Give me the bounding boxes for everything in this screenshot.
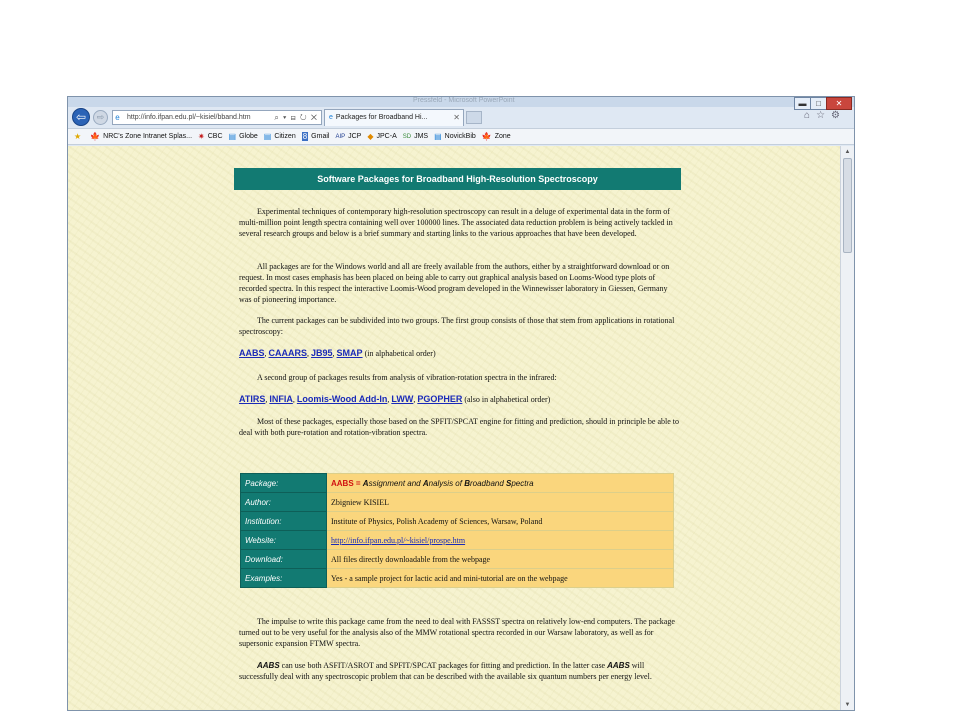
examples-value: Yes - a sample project for lactic acid and mini-tutorial are on the webpage [327, 569, 674, 588]
row-label: Examples: [241, 569, 327, 588]
browser-window [67, 96, 855, 711]
package-value: AABS = Assignment and Analysis of Broadband Spectra [327, 474, 674, 493]
maximize-button[interactable]: □ [810, 97, 827, 110]
package-acronym: AABS [331, 478, 354, 488]
fav-item-jpca[interactable]: ◆ JPC-A [367, 132, 397, 141]
link-infia[interactable]: INFIA [269, 394, 293, 404]
gmail-icon: 8 [302, 132, 308, 141]
intro-paragraph-5: Most of these packages, especially those based on the SPFIT/SPCAT engine for fitting and prediction, should in principle be able to deal with both pure-rotation and rotation-vibration spectra. [239, 417, 679, 437]
forward-arrow-icon: ⇨ [96, 112, 105, 122]
minimize-button[interactable]: ▬ [794, 97, 811, 110]
group1-links: AABS, CAAARS, JB95, SMAP (in alphabetical order) [239, 348, 436, 358]
favorites-star-icon[interactable]: ★ [74, 132, 82, 141]
institution-value: Institute of Physics, Polish Academy of Sciences, Warsaw, Poland [327, 512, 674, 531]
back-arrow-icon: ⇦ [75, 110, 87, 124]
maple-leaf-icon: 🍁 [481, 132, 492, 141]
acs-icon: ◆ [367, 132, 374, 141]
fav-item-globe[interactable]: ▤ Globe [228, 132, 258, 141]
page-icon: ▤ [434, 132, 442, 141]
page-header: Software Packages for Broadband High-Resolution Spectroscopy [234, 168, 681, 190]
table-row [241, 569, 674, 588]
row-label: Website: [241, 531, 327, 550]
forward-button[interactable] [93, 110, 108, 125]
row-label: Download: [241, 550, 327, 569]
aabs-acronym: AABS [257, 661, 280, 670]
fav-item-jms[interactable]: SD JMS [402, 133, 429, 140]
intro-paragraph-4: A second group of packages results from analysis of vibration-rotation spectra in the infrared: [257, 373, 557, 382]
body-paragraph-1: The impulse to write this package came from the need to deal with FASSST spectra on relatively low-end computers. The package turned out to be very useful for the analysis also of the MMW rotational spectra recorded in our Warsaw laboratory, as well as for supersonic expansion FTMW spectra. [239, 617, 675, 648]
author-value: Zbigniew KISIEL [327, 493, 674, 512]
gear-icon[interactable]: ⚙ [831, 110, 846, 121]
tab-title: Packages for Broadband Hi... [335, 114, 428, 121]
group2-note: (also in alphabetical order) [464, 395, 551, 404]
scroll-up-icon[interactable]: ▲ [844, 149, 851, 155]
tab-active[interactable] [324, 109, 464, 126]
page-icon: ▤ [228, 132, 237, 141]
link-aabs[interactable]: AABS [239, 348, 265, 358]
row-label: Author: [241, 493, 327, 512]
maple-leaf-icon: 🍁 [90, 132, 101, 141]
home-icon[interactable]: ⌂ [804, 110, 817, 121]
aip-icon: AIP [335, 133, 346, 140]
cbc-icon: ✷ [198, 132, 205, 141]
table-row [241, 531, 674, 550]
fav-item-gmail[interactable]: 8 Gmail [302, 132, 330, 141]
ie-page-icon: e [115, 113, 120, 122]
address-bar[interactable] [112, 110, 322, 125]
page-content [68, 146, 841, 711]
body-paragraph-2: AABS can use both ASFIT/ASROT and SPFIT/SPCAT packages for fitting and prediction. In the latter case AABS will successfully deal with any spectroscopic problem that can be described with the available six quantum numbers per energy level. [239, 661, 652, 681]
website-value [327, 531, 674, 550]
tab-close-icon[interactable]: ✕ [453, 113, 460, 122]
group2-links: ATIRS, INFIA, Loomis-Wood Add-In, LWW, PGOPHER (also in alphabetical order) [239, 394, 551, 404]
link-pgopher[interactable]: PGOPHER [417, 394, 463, 404]
sd-icon: SD [402, 133, 412, 140]
link-lww[interactable]: LWW [391, 394, 414, 404]
intro-paragraph-2: All packages are for the Windows world and all are freely available from the authors, either by a straightforward download or on request. In most cases emphasis has been placed on being able to carry out graphical analysis based on Looms-Wood type plots of recorded spectra. In this respect the interactive Loomis-Wood program developed in the Winnewisser laboratory in Giessen, Germany was of pioneering importance. [239, 262, 670, 304]
fav-item-zone[interactable]: 🍁 Zone [481, 132, 511, 141]
favorites-bar [68, 128, 854, 145]
link-loomis-wood-add-in[interactable]: Loomis-Wood Add-In [296, 394, 388, 404]
group1-note: (in alphabetical order) [364, 349, 436, 358]
scroll-down-icon[interactable]: ▼ [844, 702, 851, 708]
link-jb95[interactable]: JB95 [311, 348, 333, 358]
website-link[interactable]: http://info.ifpan.edu.pl/~kisiel/prospe.htm [331, 535, 466, 545]
browser-tools [804, 110, 846, 121]
address-url[interactable]: http://info.ifpan.edu.pl/~kisiel/bband.htm [127, 114, 251, 121]
back-button[interactable] [72, 108, 90, 126]
intro-paragraph-1: Experimental techniques of contemporary high-resolution spectroscopy can result in a deluge of experimental data in the form of multi-million point length spectra containing well over 100000 lines. The associated data reduction problem is being actively tackled in several research groups and below is a brief summary and starting links to the various approaches that have been developed. [239, 207, 673, 238]
table-row [241, 550, 674, 569]
ie-tab-icon: e [329, 114, 333, 121]
table-row [241, 512, 674, 531]
vertical-scrollbar[interactable] [840, 146, 854, 711]
fav-item-jcp[interactable]: AIP JCP [335, 133, 362, 140]
download-value: All files directly downloadable from the webpage [327, 550, 674, 569]
scroll-thumb[interactable] [843, 158, 852, 253]
address-controls[interactable]: ⌕ ▾ ⊟ ↻ ✕ [274, 113, 318, 122]
fav-item-cbc[interactable]: ✷ CBC [198, 132, 223, 141]
fav-item-citizen[interactable]: ▤ Citizen [263, 132, 296, 141]
intro-paragraph-3: The current packages can be subdivided into two groups. The first group consists of those that stem from applications in rotational spectroscopy: [239, 316, 675, 336]
package-info-table [240, 473, 674, 588]
star-icon[interactable]: ☆ [816, 110, 832, 121]
close-button[interactable]: ✕ [826, 97, 852, 110]
table-row [241, 493, 674, 512]
title-bar [68, 97, 854, 107]
link-caaars[interactable]: CAAARS [268, 348, 308, 358]
link-atirs[interactable]: ATIRS [239, 394, 266, 404]
page-icon: ▤ [263, 132, 272, 141]
new-tab-button[interactable] [466, 111, 482, 124]
window-title: Pressfeld - Microsoft PowerPoint [413, 97, 515, 104]
fav-item-novickbib[interactable]: ▤ NovickBib [434, 132, 476, 141]
link-smap[interactable]: SMAP [336, 348, 363, 358]
row-label: Institution: [241, 512, 327, 531]
navigation-bar [68, 107, 854, 127]
web-page [234, 168, 681, 681]
fav-item-nrc[interactable]: 🍁 NRC's Zone Intranet Splas... [90, 132, 193, 141]
row-label: Package: [241, 474, 327, 493]
table-row [241, 474, 674, 493]
